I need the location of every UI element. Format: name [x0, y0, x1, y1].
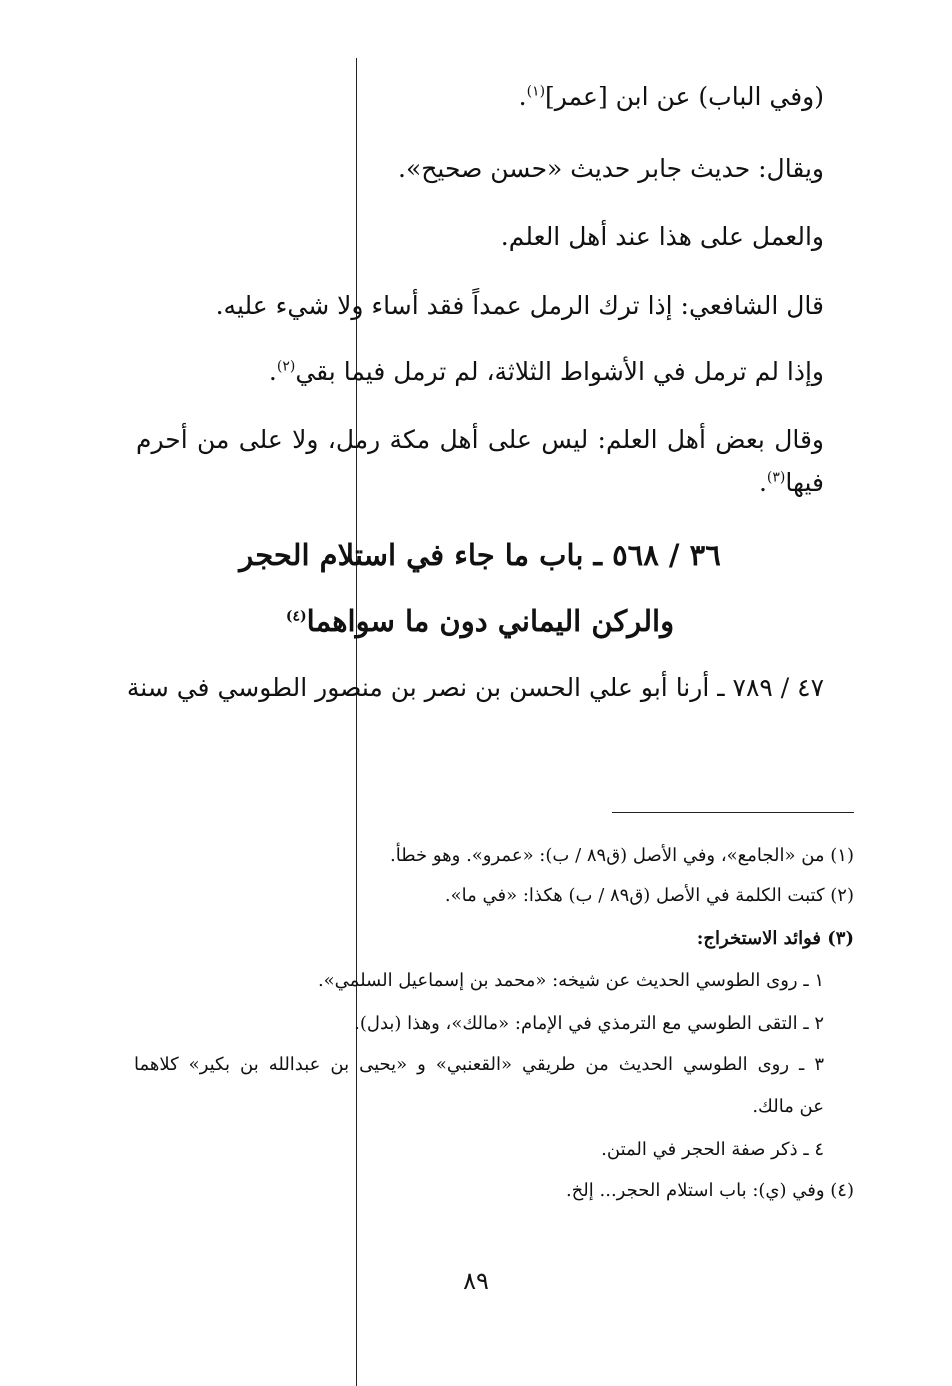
footnote-ref-3[interactable]: (٣) [766, 469, 786, 486]
footnote-3-title: (٣) فوائد الاستخراج: [696, 928, 854, 949]
footnote-3-item-1: ١ ـ روى الطوسي الحديث عن شيخه: «محمد بن إسماعيل السلمي». [317, 970, 824, 991]
footnote-ref-1[interactable]: (١) [526, 83, 546, 100]
text-line-5: وإذا لم ترمل في الأشواط الثلاثة، لم ترمل فيما بقي$^{(٢)}$. [268, 357, 824, 386]
footnote-3-item-2: ٢ ـ التقى الطوسي مع الترمذي في الإمام: «مالك»، وهذا (بدل). [354, 1013, 824, 1034]
footnote-3-item-4: ٤ ـ ذكر صفة الحجر في المتن. [601, 1139, 824, 1160]
footnote-ref-2[interactable]: (٢) [276, 358, 296, 375]
chapter-heading-line-2: والركن اليماني دون ما سواهما$^{(٤)}$ [285, 604, 675, 638]
footnote-4: (٤) وفي (ي): باب استلام الحجر... إلخ. [565, 1180, 854, 1201]
footnote-2: (٢) كتبت الكلمة في الأصل (ق٨٩ / ب) هكذا: «في ما». [444, 885, 854, 906]
text-line-4: قال الشافعي: إذا ترك الرمل عمداً فقد أساء ولا شيء عليه. [215, 291, 824, 320]
footnote-3-item-3-cont: عن مالك. [752, 1096, 824, 1117]
text-line-2: ويقال: حديث جابر حديث «حسن صحيح». [398, 154, 824, 183]
footnote-1: (١) من «الجامع»، وفي الأصل (ق٨٩ / ب): «عمرو». وهو خطأ. [390, 845, 854, 866]
footnote-ref-4[interactable]: (٤) [285, 608, 307, 625]
footnote-3-item-3: ٣ ـ روى الطوسي الحديث من طريقي «القعنبي» و «يحيى بن عبدالله بن بكير» كلاهما [134, 1054, 824, 1075]
page-number: ٨٩ [463, 1267, 489, 1295]
chapter-heading-line-1: ٣٦ / ٥٦٨ ـ باب ما جاء في استلام الحجر [239, 538, 721, 572]
hadith-line-1: ٤٧ / ٧٨٩ ـ أرنا أبو علي الحسن بن نصر بن منصور الطوسي في سنة [126, 673, 824, 702]
text-line-6: وقال بعض أهل العلم: ليس على أهل مكة رمل، ولا على من أحرم [136, 425, 824, 454]
footnote-separator [612, 812, 854, 813]
text-line-7: فيها$^{(٣)}$. [758, 468, 824, 497]
text-line-3: والعمل على هذا عند أهل العلم. [500, 222, 824, 251]
vertical-scan-line [356, 58, 357, 1386]
text-line-1: (وفي الباب) عن ابن [عمر]$^{(١)}$. [518, 82, 824, 111]
